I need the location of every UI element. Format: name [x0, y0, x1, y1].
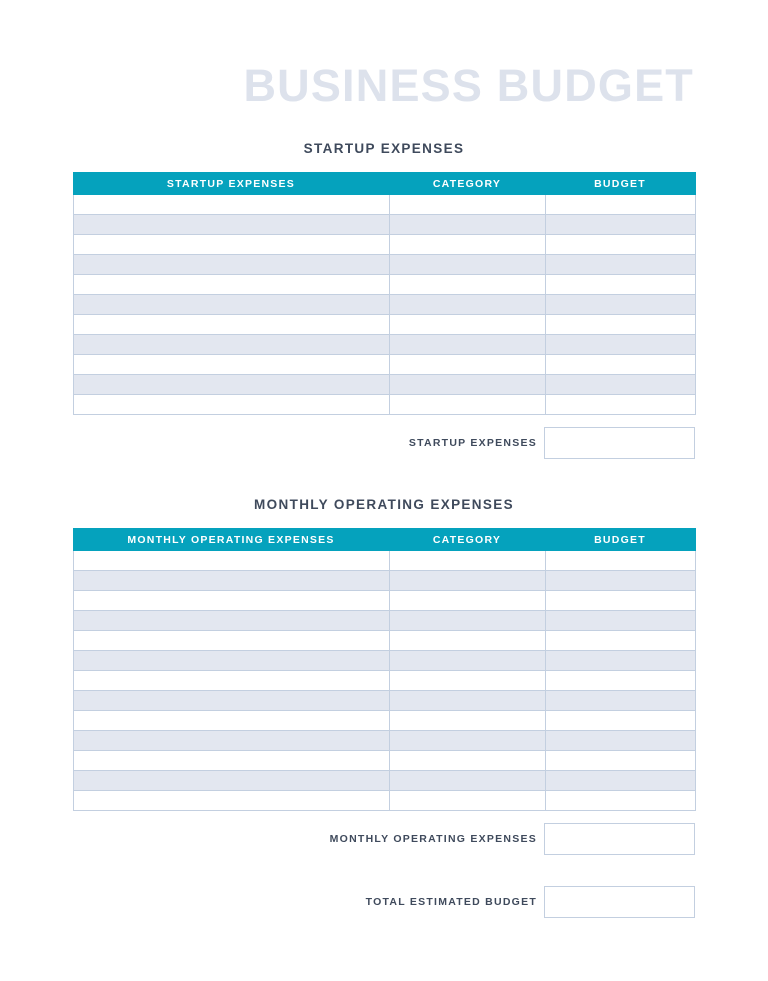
monthly-operating-expenses-table-head [73, 529, 695, 551]
table-row [73, 255, 695, 275]
cell-budget[interactable] [545, 711, 695, 731]
cell-item[interactable] [73, 731, 389, 751]
table-row [73, 651, 695, 671]
table-row [73, 275, 695, 295]
cell-category[interactable] [389, 195, 545, 215]
cell-item[interactable] [73, 235, 389, 255]
total-estimated-budget-row [73, 886, 695, 918]
column-header-item: STARTUP EXPENSES [73, 173, 389, 195]
cell-category[interactable] [389, 395, 545, 415]
cell-budget[interactable] [545, 791, 695, 811]
cell-budget[interactable] [545, 691, 695, 711]
cell-budget[interactable] [545, 275, 695, 295]
cell-budget[interactable] [545, 651, 695, 671]
cell-category[interactable] [389, 235, 545, 255]
cell-budget[interactable] [545, 255, 695, 275]
cell-item[interactable] [73, 591, 389, 611]
page-title: BUSINESS BUDGET [243, 60, 694, 111]
cell-item[interactable] [73, 335, 389, 355]
cell-category[interactable] [389, 275, 545, 295]
cell-budget[interactable] [545, 671, 695, 691]
cell-item[interactable] [73, 771, 389, 791]
table-header-row [73, 529, 695, 551]
table-row [73, 771, 695, 791]
cell-category[interactable] [389, 691, 545, 711]
cell-budget[interactable] [545, 591, 695, 611]
cell-budget[interactable] [545, 631, 695, 651]
table-row [73, 335, 695, 355]
cell-category[interactable] [389, 255, 545, 275]
column-header-category: CATEGORY [389, 529, 545, 551]
cell-category[interactable] [389, 355, 545, 375]
cell-budget[interactable] [545, 731, 695, 751]
cell-category[interactable] [389, 771, 545, 791]
table-row [73, 751, 695, 771]
total-estimated-budget-value[interactable] [544, 886, 695, 918]
table-row [73, 591, 695, 611]
startup-expenses-table-head [73, 173, 695, 195]
cell-item[interactable] [73, 315, 389, 335]
cell-category[interactable] [389, 631, 545, 651]
cell-budget[interactable] [545, 335, 695, 355]
cell-budget[interactable] [545, 195, 695, 215]
startup-expenses-heading: STARTUP EXPENSES [303, 141, 465, 156]
table-row [73, 711, 695, 731]
cell-budget[interactable] [545, 771, 695, 791]
startup-expenses-table-body [73, 195, 695, 415]
table-row [73, 631, 695, 651]
monthly-operating-expenses-table [73, 528, 696, 811]
table-row [73, 791, 695, 811]
cell-item[interactable] [73, 295, 389, 315]
cell-category[interactable] [389, 611, 545, 631]
startup-expenses-total-value[interactable] [544, 427, 695, 459]
table-row [73, 355, 695, 375]
cell-budget[interactable] [545, 551, 695, 571]
cell-category[interactable] [389, 711, 545, 731]
table-row [73, 235, 695, 255]
cell-category[interactable] [389, 791, 545, 811]
startup-expenses-total-label: STARTUP EXPENSES [408, 437, 537, 449]
cell-budget[interactable] [545, 355, 695, 375]
cell-budget[interactable] [545, 375, 695, 395]
cell-item[interactable] [73, 631, 389, 651]
cell-budget[interactable] [545, 571, 695, 591]
cell-item[interactable] [73, 195, 389, 215]
monthly-operating-expenses-table-body [73, 551, 695, 811]
cell-item[interactable] [73, 671, 389, 691]
startup-expenses-section [0, 141, 768, 459]
table-header-row [73, 173, 695, 195]
monthly-operating-expenses-total-label: MONTHLY OPERATING EXPENSES [329, 833, 537, 845]
cell-item[interactable] [73, 275, 389, 295]
cell-item[interactable] [73, 691, 389, 711]
column-header-budget: BUDGET [545, 173, 695, 195]
monthly-operating-expenses-total-value[interactable] [544, 823, 695, 855]
monthly-operating-expenses-heading: MONTHLY OPERATING EXPENSES [254, 497, 514, 512]
cell-category[interactable] [389, 375, 545, 395]
cell-budget[interactable] [545, 611, 695, 631]
table-row [73, 395, 695, 415]
table-row [73, 551, 695, 571]
cell-budget[interactable] [545, 395, 695, 415]
cell-item[interactable] [73, 751, 389, 771]
cell-item[interactable] [73, 375, 389, 395]
cell-category[interactable] [389, 751, 545, 771]
cell-category[interactable] [389, 651, 545, 671]
cell-item[interactable] [73, 611, 389, 631]
cell-item[interactable] [73, 215, 389, 235]
cell-category[interactable] [389, 295, 545, 315]
monthly-operating-expenses-total-row [73, 823, 695, 855]
cell-item[interactable] [73, 395, 389, 415]
table-row [73, 215, 695, 235]
cell-category[interactable] [389, 335, 545, 355]
cell-item[interactable] [73, 651, 389, 671]
cell-budget[interactable] [545, 235, 695, 255]
table-row [73, 671, 695, 691]
startup-expenses-total-row [73, 427, 695, 459]
cell-category[interactable] [389, 671, 545, 691]
cell-budget[interactable] [545, 315, 695, 335]
cell-category[interactable] [389, 731, 545, 751]
cell-item[interactable] [73, 571, 389, 591]
table-row [73, 295, 695, 315]
cell-category[interactable] [389, 591, 545, 611]
table-row [73, 375, 695, 395]
cell-budget[interactable] [545, 215, 695, 235]
table-row [73, 315, 695, 335]
cell-item[interactable] [73, 551, 389, 571]
cell-category[interactable] [389, 315, 545, 335]
cell-category[interactable] [389, 571, 545, 591]
grand-total-section [0, 886, 768, 918]
cell-item[interactable] [73, 791, 389, 811]
cell-item[interactable] [73, 711, 389, 731]
cell-category[interactable] [389, 215, 545, 235]
cell-item[interactable] [73, 255, 389, 275]
total-estimated-budget-label: TOTAL ESTIMATED BUDGET [365, 896, 537, 908]
column-header-category: CATEGORY [389, 173, 545, 195]
table-row [73, 731, 695, 751]
cell-category[interactable] [389, 551, 545, 571]
table-row [73, 691, 695, 711]
monthly-operating-expenses-section [0, 497, 768, 855]
cell-budget[interactable] [545, 295, 695, 315]
column-header-budget: BUDGET [545, 529, 695, 551]
table-row [73, 611, 695, 631]
cell-budget[interactable] [545, 751, 695, 771]
column-header-item: MONTHLY OPERATING EXPENSES [73, 529, 389, 551]
table-row [73, 195, 695, 215]
cell-item[interactable] [73, 355, 389, 375]
table-row [73, 571, 695, 591]
startup-expenses-table [73, 172, 696, 415]
